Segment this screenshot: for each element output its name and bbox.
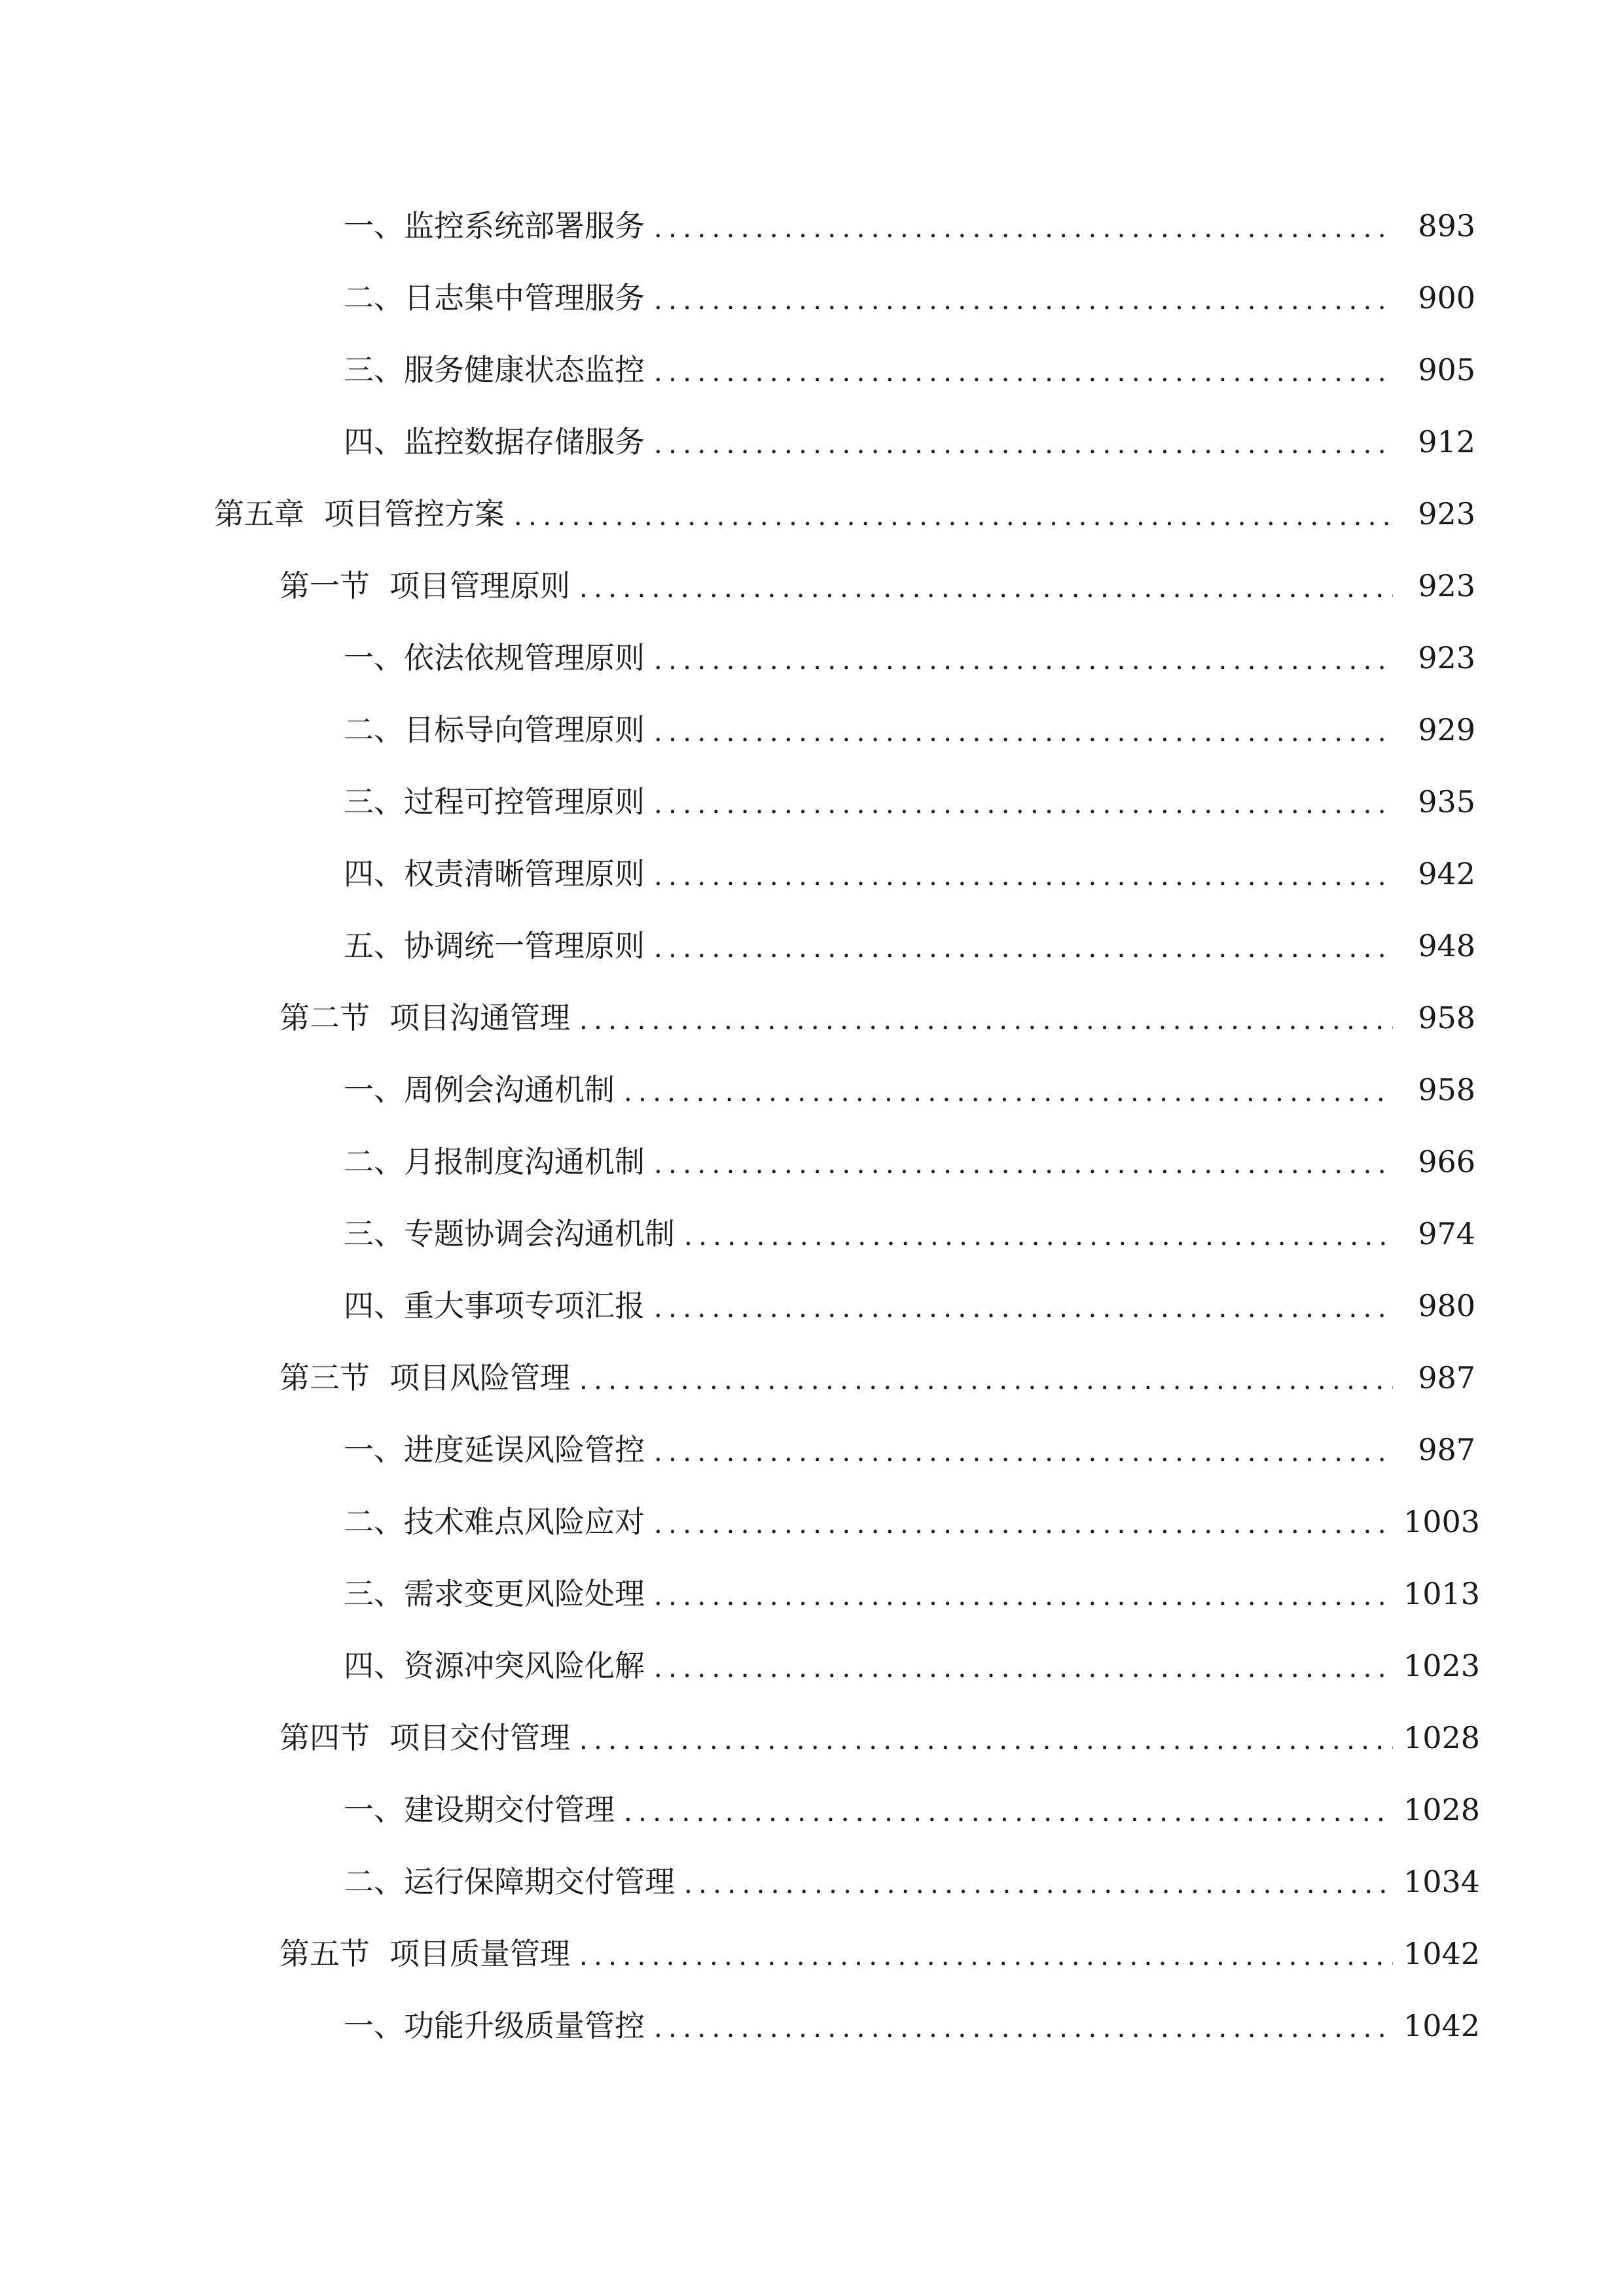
toc-entry-title: 周例会沟通机制 [404,1072,615,1107]
toc-entry[interactable] [0,910,1624,982]
toc-entry-title: 功能升级质量管控 [404,2008,645,2043]
toc-entry-number: 四、 [344,424,404,459]
dot-leader [624,1075,1393,1105]
toc-entry-page: 974 [1418,1216,1475,1251]
dot-leader [654,211,1393,241]
toc-entry-number: 一、 [344,640,404,675]
dot-leader [654,1291,1393,1321]
toc-section-entry[interactable] [0,1342,1624,1414]
toc-entry-page: 1003 [1403,1504,1481,1539]
toc-entry-number: 二、 [344,1504,404,1539]
toc-section-entry[interactable] [0,982,1624,1054]
toc-chapter-entry[interactable] [0,478,1624,550]
toc-entry-title: 过程可控管理原则 [404,784,645,819]
toc-entry-title: 建设期交付管理 [404,1792,615,1827]
toc-entry-page: 980 [1418,1288,1475,1323]
dot-leader [654,787,1393,817]
dot-leader [624,1795,1393,1825]
toc-entry-title: 项目风险管理 [389,1360,570,1395]
toc-entry-title: 专题协调会沟通机制 [404,1216,675,1251]
toc-entry-number: 第五章 [214,496,304,531]
dot-leader [654,643,1393,673]
toc-entry-page: 912 [1418,424,1475,459]
toc-entry[interactable] [0,1558,1624,1630]
toc-entry[interactable] [0,1054,1624,1126]
toc-entry-title: 依法依规管理原则 [404,640,645,675]
toc-entry-page: 935 [1418,784,1475,819]
toc-entry-title: 需求变更风险处理 [404,1576,645,1611]
toc-entry-number: 一、 [344,1432,404,1467]
toc-entry-title: 月报制度沟通机制 [404,1144,645,1179]
toc-section-entry[interactable] [0,1702,1624,1774]
toc-entry-number: 一、 [344,208,404,243]
toc-entry-page: 923 [1418,496,1475,531]
toc-entry-number: 第四节 [280,1720,370,1755]
toc-entry[interactable] [0,334,1624,406]
toc-entry-page: 1028 [1403,1720,1481,1755]
toc-entry-title: 目标导向管理原则 [404,712,645,747]
dot-leader [654,427,1393,457]
toc-entry-number: 一、 [344,2008,404,2043]
toc-entry-title: 进度延误风险管控 [404,1432,645,1467]
toc-entry-page: 966 [1418,1144,1475,1179]
dot-leader [684,1219,1393,1249]
toc-entry-page: 929 [1418,712,1475,747]
dot-leader [654,859,1393,889]
dot-leader [579,1939,1393,1969]
toc-entry-number: 第五节 [280,1936,370,1971]
toc-entry[interactable] [0,622,1624,694]
toc-entry[interactable] [0,1774,1624,1846]
toc-entry-page: 893 [1418,208,1475,243]
toc-entry-number: 四、 [344,856,404,891]
toc-entry[interactable] [0,1270,1624,1342]
toc-entry-title: 日志集中管理服务 [404,280,645,315]
dot-leader [654,2011,1393,2041]
toc-entry-number: 第一节 [280,568,370,603]
dot-leader [654,1147,1393,1177]
dot-leader [579,1723,1393,1753]
toc-entry-page: 1042 [1403,2008,1481,2043]
toc-entry-title: 服务健康状态监控 [404,352,645,387]
toc-entry-number: 五、 [344,928,404,963]
toc-entry-number: 三、 [344,1576,404,1611]
toc-entry-number: 三、 [344,784,404,819]
toc-entry-page: 987 [1418,1360,1475,1395]
toc-entry-page: 1034 [1403,1864,1481,1899]
toc-entry[interactable] [0,262,1624,334]
toc-entry-page: 1023 [1403,1648,1481,1683]
toc-entry-title: 项目质量管理 [389,1936,570,1971]
toc-entry-number: 一、 [344,1792,404,1827]
toc-entry-number: 二、 [344,1864,404,1899]
toc-entry[interactable] [0,1486,1624,1558]
dot-leader [654,1507,1393,1537]
toc-entry-page: 1042 [1403,1936,1481,1971]
toc-entry-number: 一、 [344,1072,404,1107]
toc-entry-page: 923 [1418,640,1475,675]
toc-entry-number: 三、 [344,352,404,387]
toc-entry[interactable] [0,838,1624,910]
toc-entry[interactable] [0,694,1624,766]
dot-leader [684,1867,1393,1897]
dot-leader [579,571,1393,601]
toc-entry-number: 二、 [344,1144,404,1179]
toc-entry-page: 905 [1418,352,1475,387]
dot-leader [654,715,1393,745]
toc-entry-title: 运行保障期交付管理 [404,1864,675,1899]
toc-entry[interactable] [0,1990,1624,2062]
toc-entry-title: 项目沟通管理 [389,1000,570,1035]
dot-leader [654,1435,1393,1465]
toc-entry-title: 项目交付管理 [389,1720,570,1755]
dot-leader [654,283,1393,313]
toc-entry-number: 四、 [344,1288,404,1323]
toc-entry-page: 948 [1418,928,1475,963]
toc-entry[interactable] [0,1126,1624,1198]
toc-entry-number: 三、 [344,1216,404,1251]
toc-entry-page: 958 [1418,1000,1475,1035]
dot-leader [654,355,1393,385]
toc-entry-title: 权责清晰管理原则 [404,856,645,891]
toc-entry-title: 技术难点风险应对 [404,1504,645,1539]
toc-entry[interactable] [0,1630,1624,1702]
toc-entry-page: 987 [1418,1432,1475,1467]
table-of-contents [0,190,1624,2062]
toc-entry-page: 942 [1418,856,1475,891]
toc-entry-number: 第三节 [280,1360,370,1395]
toc-entry-title: 项目管控方案 [324,496,505,531]
toc-entry[interactable] [0,1846,1624,1918]
dot-leader [654,931,1393,961]
toc-entry-page: 923 [1418,568,1475,603]
toc-section-entry[interactable] [0,1918,1624,1990]
toc-entry-title: 资源冲突风险化解 [404,1648,645,1683]
toc-entry-number: 二、 [344,280,404,315]
dot-leader [654,1651,1393,1681]
toc-entry-title: 项目管理原则 [389,568,570,603]
toc-entry-title: 重大事项专项汇报 [404,1288,645,1323]
toc-entry-title: 协调统一管理原则 [404,928,645,963]
toc-entry[interactable] [0,766,1624,838]
toc-entry[interactable] [0,406,1624,478]
toc-entry-page: 958 [1418,1072,1475,1107]
toc-entry[interactable] [0,1198,1624,1270]
toc-entry-title: 监控系统部署服务 [404,208,645,243]
toc-entry[interactable] [0,1414,1624,1486]
toc-entry-page: 900 [1418,280,1475,315]
dot-leader [654,1579,1393,1609]
toc-entry-number: 二、 [344,712,404,747]
toc-entry-page: 1028 [1403,1792,1481,1827]
dot-leader [579,1363,1393,1393]
toc-section-entry[interactable] [0,550,1624,622]
toc-entry-page: 1013 [1403,1576,1481,1611]
toc-entry-title: 监控数据存储服务 [404,424,645,459]
dot-leader [579,1003,1393,1033]
toc-entry[interactable] [0,190,1624,262]
toc-entry-number: 第二节 [280,1000,370,1035]
dot-leader [514,499,1393,529]
toc-entry-number: 四、 [344,1648,404,1683]
